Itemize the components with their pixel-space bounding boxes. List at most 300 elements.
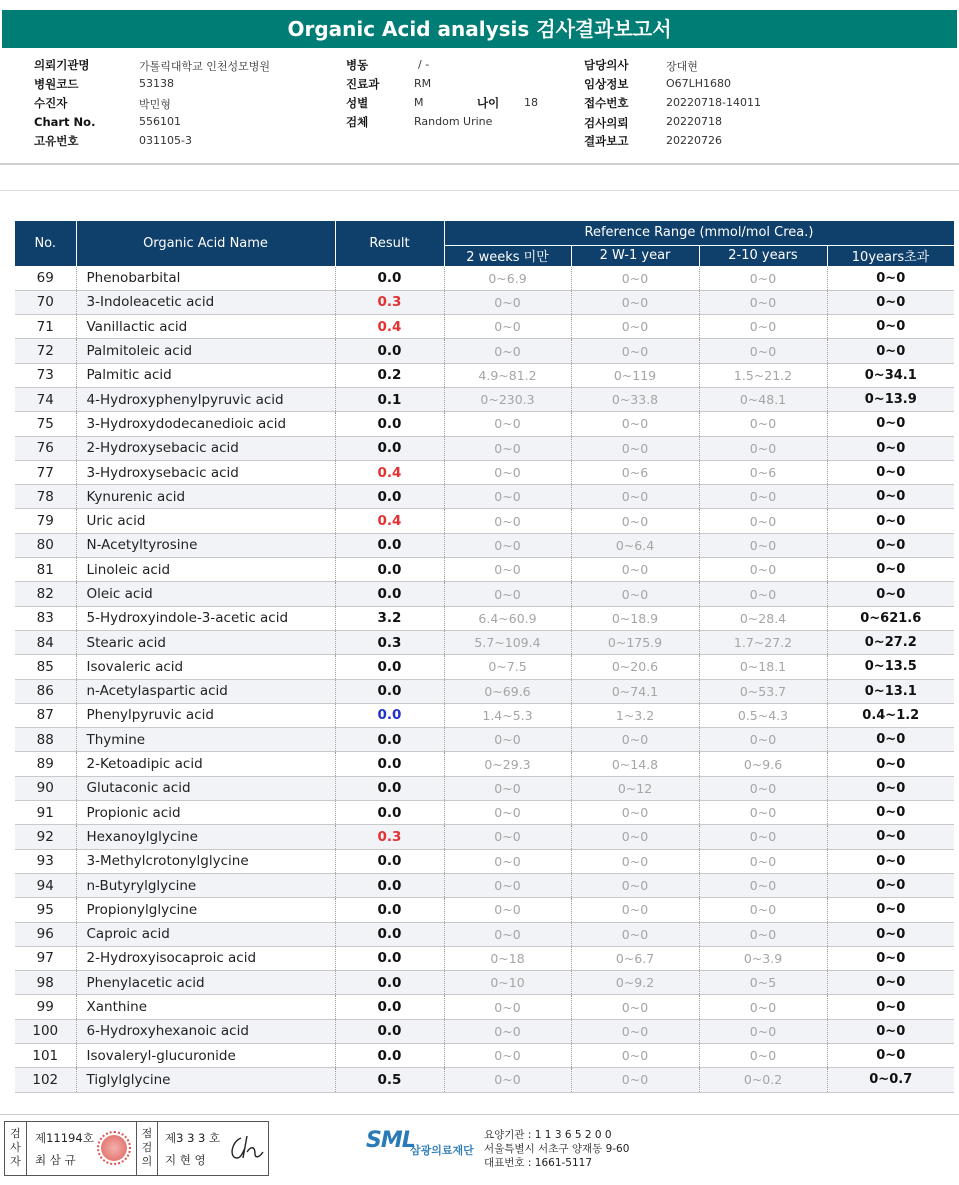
table-row [15,339,954,363]
row-result: 0.0 [335,728,444,752]
row-ref-2weeks: 0~0 [444,485,571,509]
row-name: 3-Methylcrotonylglycine [76,849,335,873]
row-name: Vanillactic acid [76,315,335,339]
table-row [15,266,954,290]
row-name: 3-Indoleacetic acid [76,290,335,314]
row-ref-2-10y: 0~0 [699,1019,827,1043]
row-ref-2w1y: 0~0 [571,849,699,873]
header-ref-col: 2-10 years [699,245,827,266]
info-label: 병동 [346,58,369,72]
inspector-name: 최 삼 규 [35,1153,76,1167]
row-ref-2-10y: 0~0 [699,509,827,533]
row-ref-2-10y: 0~0 [699,1044,827,1068]
divider [0,163,959,165]
row-ref-2weeks: 0~6.9 [444,266,571,290]
row-ref-2-10y: 0~0 [699,266,827,290]
row-name: Isovaleryl-glucuronide [76,1044,335,1068]
info-value: / - [418,58,430,71]
row-ref-2-10y: 0~0 [699,315,827,339]
row-no: 78 [15,485,76,509]
row-ref-2weeks: 0~0 [444,290,571,314]
row-result: 0.1 [335,387,444,411]
row-ref-2w1y: 0~0 [571,266,699,290]
row-result: 0.0 [335,412,444,436]
row-ref-2-10y: 0~0 [699,873,827,897]
row-ref-2weeks: 0~69.6 [444,679,571,703]
row-result: 0.0 [335,946,444,970]
row-ref-2-10y: 0~6 [699,460,827,484]
row-result: 0.0 [335,582,444,606]
row-name: Phenylacetic acid [76,971,335,995]
row-ref-10y: 0~13.1 [827,679,954,703]
row-ref-2weeks: 0~7.5 [444,655,571,679]
header-reference: Reference Range (mmol/mol Crea.) [444,221,954,245]
table-row [15,946,954,970]
info-value: RM [414,77,432,90]
row-result: 0.3 [335,290,444,314]
row-ref-2w1y: 0~0 [571,1019,699,1043]
row-name: 6-Hydroxyhexanoic acid [76,1019,335,1043]
row-no: 90 [15,776,76,800]
row-ref-2w1y: 0~6 [571,460,699,484]
row-name: 2-Hydroxysebacic acid [76,436,335,460]
row-no: 86 [15,679,76,703]
row-ref-2weeks: 0~230.3 [444,387,571,411]
row-ref-2w1y: 0~0 [571,728,699,752]
row-ref-2w1y: 0~74.1 [571,679,699,703]
row-result: 0.4 [335,315,444,339]
row-ref-2weeks: 0~0 [444,922,571,946]
row-no: 76 [15,436,76,460]
row-ref-2w1y: 0~0 [571,412,699,436]
divider [0,1114,959,1115]
row-ref-10y: 0~34.1 [827,363,954,387]
row-ref-2w1y: 0~9.2 [571,971,699,995]
row-ref-10y: 0.4~1.2 [827,703,954,727]
row-ref-2weeks: 1.4~5.3 [444,703,571,727]
row-ref-2-10y: 0~0 [699,339,827,363]
row-no: 82 [15,582,76,606]
row-ref-10y: 0~27.2 [827,630,954,654]
row-no: 96 [15,922,76,946]
row-no: 79 [15,509,76,533]
row-ref-10y: 0~0 [827,339,954,363]
row-ref-2w1y: 0~175.9 [571,630,699,654]
row-ref-2w1y: 0~0 [571,290,699,314]
row-ref-10y: 0~0 [827,801,954,825]
row-no: 92 [15,825,76,849]
row-result: 0.5 [335,1068,444,1092]
row-ref-2weeks: 4.9~81.2 [444,363,571,387]
row-name: Palmitic acid [76,363,335,387]
row-result: 0.0 [335,995,444,1019]
row-ref-2weeks: 0~18 [444,946,571,970]
row-ref-10y: 0~0 [827,558,954,582]
row-result: 0.0 [335,971,444,995]
inspector-no: 제11194호 [35,1131,94,1145]
table-row [15,582,954,606]
info-label: 수진자 [34,96,68,110]
age-label: 나이 [477,96,500,110]
row-result: 0.2 [335,363,444,387]
row-name: Oleic acid [76,582,335,606]
row-result: 0.0 [335,703,444,727]
row-ref-2-10y: 0~0 [699,436,827,460]
row-ref-10y: 0~0 [827,728,954,752]
company-address [484,1128,629,1170]
table-row [15,1019,954,1043]
info-label: Chart No. [34,115,96,129]
row-name: Linoleic acid [76,558,335,582]
row-no: 81 [15,558,76,582]
info-value: 031105-3 [139,134,192,147]
table-row [15,655,954,679]
signature-icon [227,1132,267,1166]
row-ref-2-10y: 0~9.6 [699,752,827,776]
row-result: 0.0 [335,436,444,460]
row-result: 0.0 [335,898,444,922]
row-ref-2-10y: 1.7~27.2 [699,630,827,654]
info-value: 가톨릭대학교 인천성모병원 [139,60,271,73]
row-ref-2-10y: 0~0 [699,825,827,849]
row-no: 71 [15,315,76,339]
row-no: 91 [15,801,76,825]
table-row [15,776,954,800]
row-ref-10y: 0~0 [827,898,954,922]
row-no: 83 [15,606,76,630]
row-ref-2-10y: 0~0 [699,533,827,557]
table-row [15,387,954,411]
info-label: 담당의사 [584,58,629,72]
row-no: 70 [15,290,76,314]
row-ref-2w1y: 0~0 [571,315,699,339]
row-ref-2-10y: 0~5 [699,971,827,995]
info-label: 성별 [346,96,369,110]
row-ref-2w1y: 0~0 [571,995,699,1019]
row-ref-10y: 0~0 [827,460,954,484]
row-no: 89 [15,752,76,776]
row-ref-2weeks: 0~0 [444,1044,571,1068]
table-row [15,801,954,825]
table-row [15,703,954,727]
row-ref-10y: 0~0 [827,290,954,314]
row-no: 99 [15,995,76,1019]
row-result: 0.0 [335,655,444,679]
row-ref-2weeks: 0~0 [444,533,571,557]
report-title: Organic Acid analysis 검사결과보고서 [2,10,957,48]
row-ref-10y: 0~0 [827,436,954,460]
row-name: Propionic acid [76,801,335,825]
row-result: 0.0 [335,801,444,825]
row-ref-2-10y: 0~0 [699,849,827,873]
row-ref-2weeks: 0~0 [444,801,571,825]
row-ref-2w1y: 1~3.2 [571,703,699,727]
row-name: Stearic acid [76,630,335,654]
table-row [15,728,954,752]
row-name: Propionylglycine [76,898,335,922]
table-row [15,922,954,946]
row-no: 93 [15,849,76,873]
row-ref-10y: 0~0.7 [827,1068,954,1092]
row-ref-2weeks: 5.7~109.4 [444,630,571,654]
table-row [15,995,954,1019]
table-row [15,849,954,873]
row-no: 80 [15,533,76,557]
row-no: 75 [15,412,76,436]
address-line: 서울특별시 서초구 양재동 9-60 [484,1143,630,1155]
row-no: 102 [15,1068,76,1092]
row-name: Phenylpyruvic acid [76,703,335,727]
row-result: 0.3 [335,630,444,654]
row-no: 101 [15,1044,76,1068]
row-ref-2-10y: 0~0 [699,898,827,922]
table-row [15,873,954,897]
info-value: O67LH1680 [666,77,732,90]
divider [0,190,959,191]
row-ref-2w1y: 0~0 [571,873,699,897]
row-ref-2-10y: 0~53.7 [699,679,827,703]
info-label: 임상정보 [584,77,629,91]
row-name: 5-Hydroxyindole-3-acetic acid [76,606,335,630]
row-result: 0.0 [335,1044,444,1068]
row-ref-2-10y: 1.5~21.2 [699,363,827,387]
table-row [15,606,954,630]
row-result: 0.0 [335,339,444,363]
row-ref-2w1y: 0~0 [571,558,699,582]
row-ref-2-10y: 0~0 [699,558,827,582]
row-result: 0.0 [335,679,444,703]
row-ref-2weeks: 0~0 [444,1019,571,1043]
row-ref-2-10y: 0~18.1 [699,655,827,679]
row-ref-10y: 0~0 [827,266,954,290]
row-ref-2-10y: 0~0 [699,582,827,606]
row-name: Phenobarbital [76,266,335,290]
row-result: 3.2 [335,606,444,630]
info-label: 의뢰기관명 [34,58,90,72]
table-row [15,509,954,533]
row-ref-2w1y: 0~119 [571,363,699,387]
row-ref-10y: 0~0 [827,825,954,849]
row-no: 97 [15,946,76,970]
logo-mark: SML [366,1128,415,1153]
row-ref-2weeks: 0~0 [444,873,571,897]
row-name: Palmitoleic acid [76,339,335,363]
table-row [15,630,954,654]
row-ref-2-10y: 0~0 [699,776,827,800]
table-row [15,436,954,460]
row-ref-2w1y: 0~0 [571,509,699,533]
row-name: n-Acetylaspartic acid [76,679,335,703]
info-value: 20220718-14011 [666,96,761,109]
row-ref-2w1y: 0~0 [571,1068,699,1092]
info-label: 검체 [346,115,369,129]
row-ref-10y: 0~0 [827,412,954,436]
row-ref-2-10y: 0~0 [699,728,827,752]
row-no: 77 [15,460,76,484]
info-value: 장대현 [666,60,698,73]
row-ref-10y: 0~0 [827,582,954,606]
row-name: Thymine [76,728,335,752]
row-ref-2weeks: 0~0 [444,582,571,606]
header-ref-col: 2 W-1 year [571,245,699,266]
row-ref-10y: 0~13.9 [827,387,954,411]
row-result: 0.0 [335,873,444,897]
row-ref-10y: 0~0 [827,849,954,873]
row-ref-10y: 0~0 [827,873,954,897]
row-name: 3-Hydroxysebacic acid [76,460,335,484]
table-row [15,679,954,703]
row-ref-2weeks: 0~0 [444,339,571,363]
table-row [15,825,954,849]
row-ref-2weeks: 0~0 [444,558,571,582]
row-ref-2weeks: 0~0 [444,995,571,1019]
row-ref-2-10y: 0~0 [699,922,827,946]
seal-stamp-icon [97,1131,131,1165]
row-ref-10y: 0~0 [827,946,954,970]
row-ref-2weeks: 0~10 [444,971,571,995]
row-name: Isovaleric acid [76,655,335,679]
table-row [15,971,954,995]
info-value: M [414,96,424,109]
row-ref-10y: 0~0 [827,315,954,339]
row-ref-2w1y: 0~0 [571,1044,699,1068]
row-name: N-Acetyltyrosine [76,533,335,557]
table-row [15,533,954,557]
row-ref-2w1y: 0~0 [571,436,699,460]
row-no: 95 [15,898,76,922]
table-row [15,460,954,484]
row-no: 100 [15,1019,76,1043]
row-ref-2-10y: 0~0 [699,801,827,825]
row-result: 0.0 [335,776,444,800]
company-logo [366,1128,474,1157]
table-row [15,558,954,582]
row-ref-10y: 0~0 [827,1044,954,1068]
row-ref-10y: 0~13.5 [827,655,954,679]
row-name: Hexanoylglycine [76,825,335,849]
row-no: 98 [15,971,76,995]
row-ref-2-10y: 0~28.4 [699,606,827,630]
row-result: 0.4 [335,460,444,484]
logo-name: 삼광의료재단 [410,1144,474,1157]
row-name: Tiglylglycine [76,1068,335,1092]
info-value: 박민형 [139,98,171,111]
reviewer-no: 제3 3 3 호 [165,1131,221,1145]
row-no: 85 [15,655,76,679]
table-row [15,485,954,509]
row-result: 0.0 [335,1019,444,1043]
info-value: 20220718 [666,115,722,128]
row-ref-2w1y: 0~12 [571,776,699,800]
row-name: Kynurenic acid [76,485,335,509]
row-name: 2-Ketoadipic acid [76,752,335,776]
table-body [15,266,954,1092]
reviewer-name: 지 현 영 [165,1153,206,1167]
row-ref-2w1y: 0~0 [571,825,699,849]
row-result: 0.0 [335,533,444,557]
table-row [15,1044,954,1068]
row-ref-2-10y: 0~3.9 [699,946,827,970]
table-row [15,315,954,339]
row-name: Caproic acid [76,922,335,946]
table-row [15,898,954,922]
row-ref-2w1y: 0~0 [571,339,699,363]
table-row [15,1068,954,1092]
table-row [15,290,954,314]
info-value: 556101 [139,115,181,128]
header-no: No. [15,221,76,266]
row-ref-2w1y: 0~14.8 [571,752,699,776]
row-ref-2w1y: 0~18.9 [571,606,699,630]
row-ref-2weeks: 0~0 [444,825,571,849]
row-result: 0.0 [335,922,444,946]
row-ref-2-10y: 0~0 [699,412,827,436]
row-ref-2w1y: 0~33.8 [571,387,699,411]
row-ref-10y: 0~0 [827,752,954,776]
row-ref-2w1y: 0~0 [571,582,699,606]
info-label: 고유번호 [34,134,79,148]
row-ref-2-10y: 0~0 [699,290,827,314]
row-ref-2w1y: 0~0 [571,801,699,825]
results-table [15,221,955,1093]
row-ref-2w1y: 0~6.4 [571,533,699,557]
row-name: n-Butyrylglycine [76,873,335,897]
info-label: 결과보고 [584,134,629,148]
row-no: 94 [15,873,76,897]
row-ref-2weeks: 0~0 [444,412,571,436]
row-name: Xanthine [76,995,335,1019]
row-result: 0.0 [335,752,444,776]
row-ref-2weeks: 0~0 [444,849,571,873]
info-label: 접수번호 [584,96,629,110]
age-value: 18 [524,96,538,109]
info-value: 20220726 [666,134,722,147]
row-ref-2weeks: 6.4~60.9 [444,606,571,630]
row-result: 0.0 [335,558,444,582]
row-ref-10y: 0~0 [827,509,954,533]
row-ref-2weeks: 0~0 [444,898,571,922]
row-ref-2weeks: 0~0 [444,315,571,339]
address-line: 요양기관 : 1 1 3 6 5 2 0 0 [484,1129,612,1141]
row-ref-2weeks: 0~29.3 [444,752,571,776]
row-no: 73 [15,363,76,387]
row-ref-2w1y: 0~20.6 [571,655,699,679]
row-ref-10y: 0~0 [827,995,954,1019]
row-ref-10y: 0~0 [827,971,954,995]
row-ref-10y: 0~621.6 [827,606,954,630]
row-no: 74 [15,387,76,411]
row-ref-10y: 0~0 [827,776,954,800]
row-name: 3-Hydroxydodecanedioic acid [76,412,335,436]
row-ref-2-10y: 0~0 [699,485,827,509]
row-no: 88 [15,728,76,752]
row-result: 0.0 [335,266,444,290]
row-ref-2weeks: 0~0 [444,460,571,484]
row-ref-2w1y: 0~0 [571,922,699,946]
row-ref-10y: 0~0 [827,533,954,557]
info-label: 진료과 [346,77,380,91]
row-no: 69 [15,266,76,290]
patient-info [0,55,959,160]
row-result: 0.0 [335,485,444,509]
row-ref-2w1y: 0~0 [571,485,699,509]
row-ref-2weeks: 0~0 [444,1068,571,1092]
row-result: 0.0 [335,849,444,873]
info-value: Random Urine [414,115,493,128]
row-ref-2w1y: 0~0 [571,898,699,922]
info-value: 53138 [139,77,174,90]
row-name: Uric acid [76,509,335,533]
